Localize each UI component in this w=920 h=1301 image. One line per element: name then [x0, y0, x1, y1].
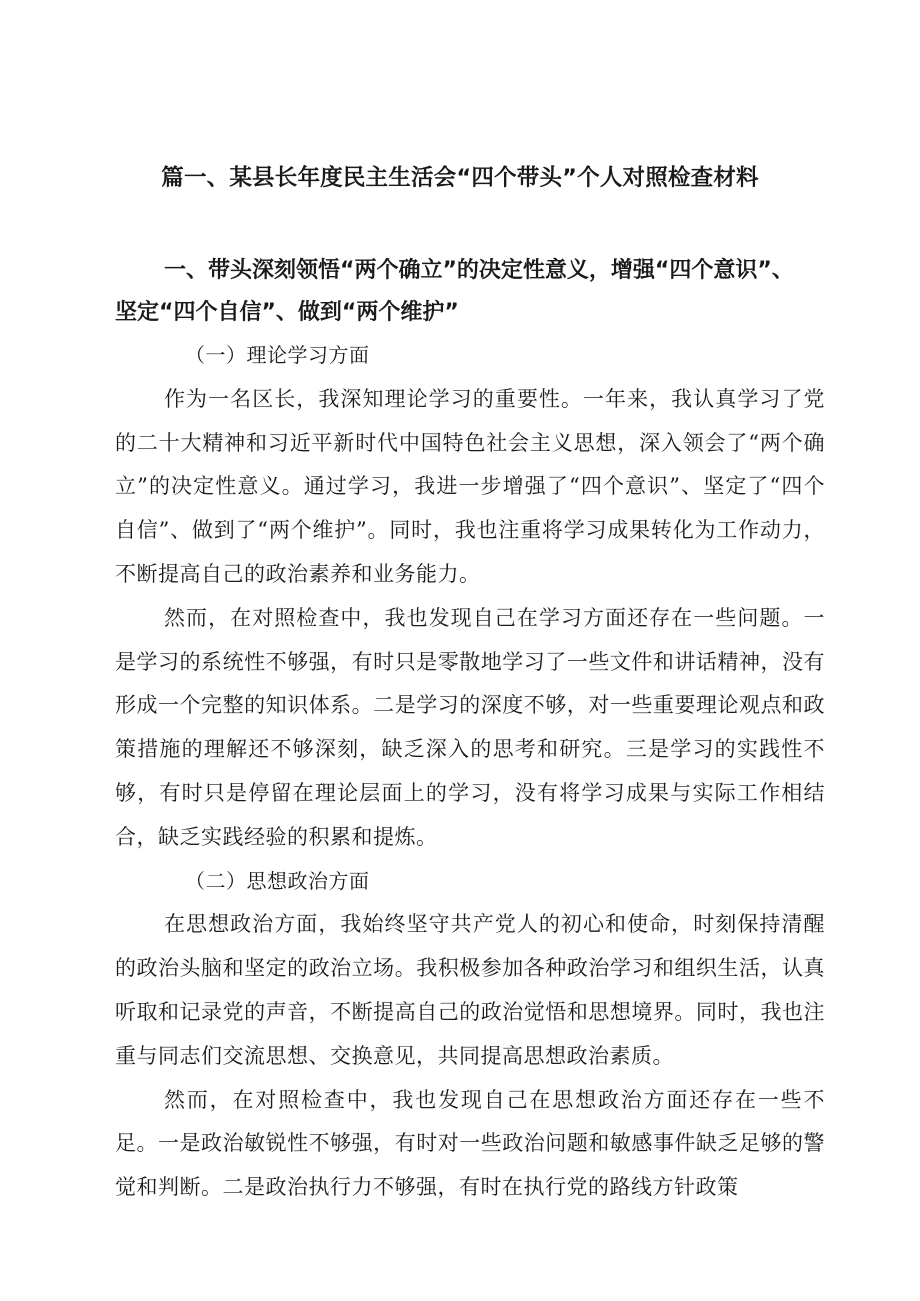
body-paragraph: 然而，在对照检查中，我也发现自己在学习方面还存在一些问题。一是学习的系统性不够强，有时只是零散地学习了一些文件和讲话精神，没有形成一个完整的知识体系。二是学习的深度不够，对一些重要理论观点和政策措施的理解还不够深刻，缺乏深入的思考和研究。三是学习的实践性不够，有时只是停留在理论层面上的学习，没有将学习成果与实际工作相结合，缺乏实践经验的积累和提炼。 [115, 605, 825, 849]
document-title: 篇一、某县长年度民主生活会“四个带头”个人对照检查材料 [161, 165, 759, 191]
body-paragraph: 然而，在对照检查中，我也发现自己在思想政治方面还存在一些不足。一是政治敏锐性不够强，有时对一些政治问题和敏感事件缺乏足够的警觉和判断。二是政治执行力不够强，有时在执行党的路线方针政策 [115, 1087, 825, 1200]
document-body [115, 334, 825, 1210]
section-heading: 一、带头深刻领悟“两个确立”的决定性意义，增强“四个意识”、坚定“四个自信”、做到“两个维护” [115, 258, 794, 325]
body-paragraph: 作为一名区长，我深知理论学习的重要性。一年来，我认真学习了党的二十大精神和习近平新时代中国特色社会主义思想，深入领会了“两个确立”的决定性意义。通过学习，我进一步增强了“四个意识”、坚定了“四个自信”、做到了“两个维护”。同时，我也注重将学习成果转化为工作动力，不断提高自己的政治素养和业务能力。 [115, 386, 825, 586]
subsection-heading: （一）理论学习方面 [185, 343, 370, 367]
subsection-heading: （二）思想政治方面 [185, 868, 370, 893]
body-paragraph: 在思想政治方面，我始终坚守共产党人的初心和使命，时刻保持清醒的政治头脑和坚定的政治立场。我积极参加各种政治学习和组织生活，认真听取和记录党的声音，不断提高自己的政治觉悟和思想境界。同时，我也注重与同志们交流思想、交换意见，共同提高思想政治素质。 [115, 912, 825, 1068]
